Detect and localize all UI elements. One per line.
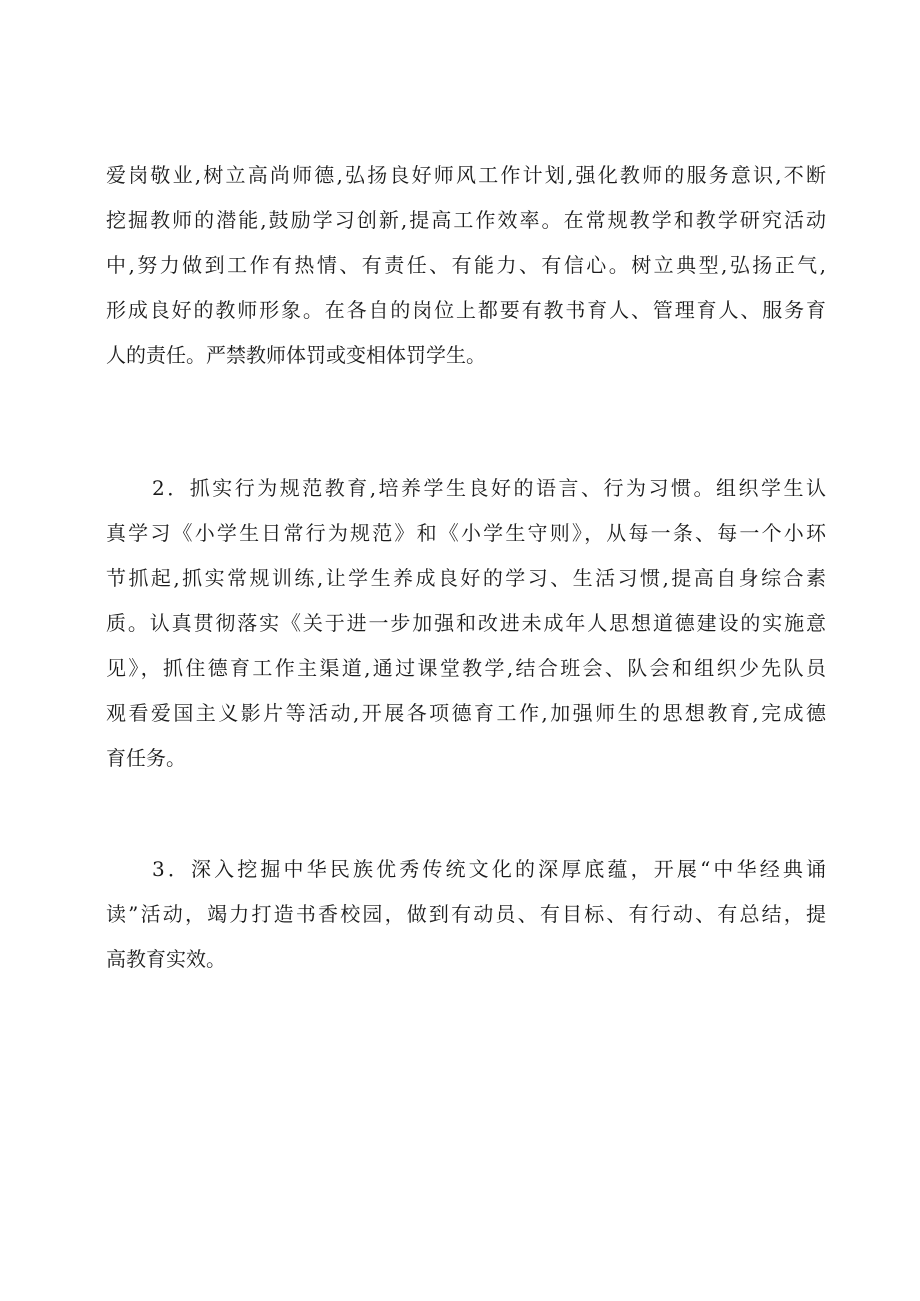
- paragraph-line: 真学习《小学生日常行为规范》和《小学生守则》，从每一条、每一个小环: [106, 521, 826, 545]
- paragraph-line: 观看爱国主义影片等活动,开展各项德育工作,加强师生的思想教育,完成德: [106, 701, 826, 725]
- paragraph-line: 3．深入挖掘中华民族优秀传统文化的深厚底蕴，开展“中华经典诵: [152, 857, 826, 881]
- paragraph-line: 挖掘教师的潜能,鼓励学习创新,提高工作效率。在常规教学和教学研究活动: [106, 208, 826, 232]
- paragraph-line: 人的责任。严禁教师体罚或变相体罚学生。: [106, 343, 486, 367]
- paragraph-line: 节抓起,抓实常规训练,让学生养成良好的学习、生活习惯,提高自身综合素: [106, 566, 826, 590]
- paragraph-behavior-education: [106, 466, 826, 781]
- paragraph-line: 高教育实效。: [106, 947, 226, 971]
- paragraph-line: 中,努力做到工作有热情、有责任、有能力、有信心。树立典型,弘扬正气,: [106, 253, 826, 277]
- paragraph-teacher-ethics: [106, 153, 826, 378]
- paragraph-line: 爱岗敬业,树立高尚师德,弘扬良好师风工作计划,强化教师的服务意识,不断: [106, 163, 826, 187]
- paragraph-line: 2．抓实行为规范教育,培养学生良好的语言、行为习惯。组织学生认: [152, 476, 826, 500]
- paragraph-line: 读”活动，竭力打造书香校园，做到有动员、有目标、有行动、有总结，提: [106, 902, 826, 926]
- paragraph-line: 形成良好的教师形象。在各自的岗位上都要有教书育人、管理育人、服务育: [106, 298, 826, 322]
- paragraph-line: 质。认真贯彻落实《关于进一步加强和改进未成年人思想道德建设的实施意: [106, 611, 826, 635]
- paragraph-line: 育任务。: [106, 746, 186, 770]
- paragraph-line: 见》，抓住德育工作主渠道,通过课堂教学,结合班会、队会和组织少先队员: [106, 656, 826, 680]
- paragraph-traditional-culture: [106, 847, 826, 982]
